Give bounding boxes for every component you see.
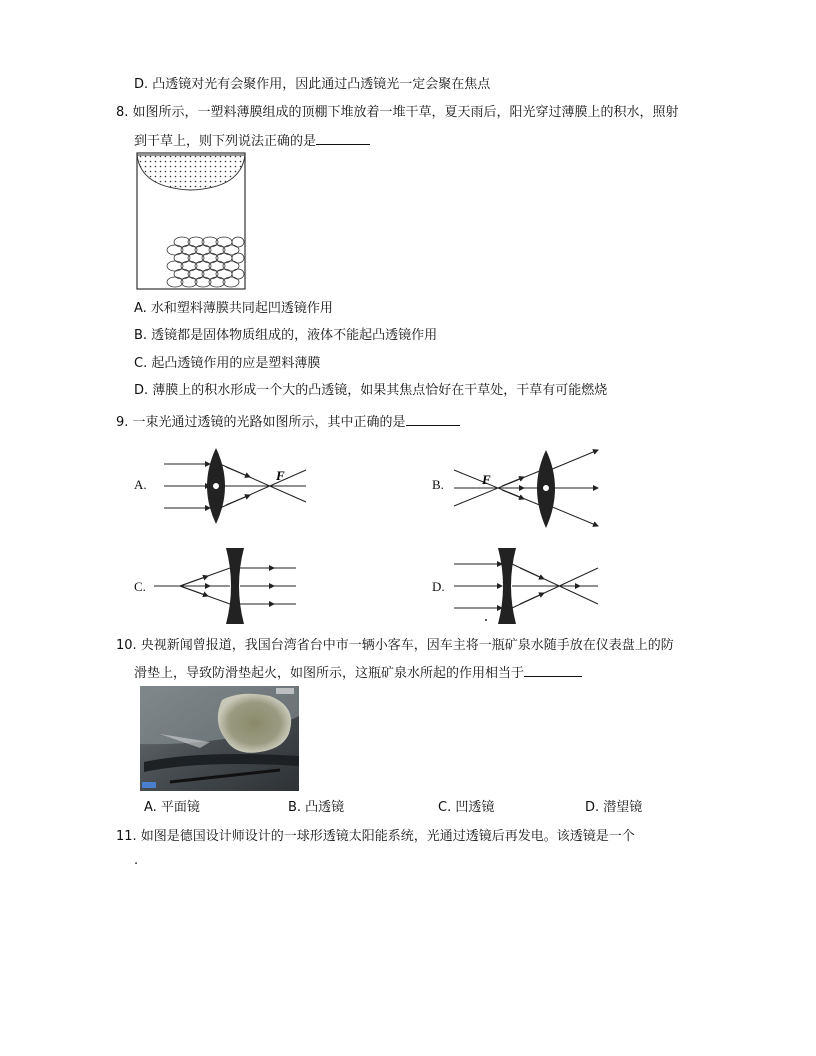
q9-diagram-a — [160, 446, 310, 526]
q10-option-a: A. 平面镜 — [144, 800, 200, 815]
q9-stem — [116, 411, 460, 432]
answer-blank — [524, 662, 582, 677]
q10-option-c: C. 凹透镜 — [438, 800, 495, 815]
q9-label-d: D. — [432, 579, 445, 594]
q10-option-b: B. 凸透镜 — [288, 800, 345, 815]
q10-stem-line2 — [134, 662, 582, 683]
q11-stem-line2: . — [134, 853, 139, 868]
q11-stem-line1: 11. 如图是德国设计师设计的一球形透镜太阳能系统，光通过透镜后再发电。该透镜是一个 — [116, 829, 635, 844]
q9-label-b: B. — [432, 477, 444, 492]
water-on-film — [137, 155, 245, 190]
q10-photo — [140, 686, 299, 791]
hay-pile — [167, 237, 244, 287]
q8-option-c: C. 起凸透镜作用的应是塑料薄膜 — [134, 356, 321, 371]
q9-label-a: A. — [134, 477, 147, 492]
q9-diagram-c — [150, 546, 300, 626]
q8-figure — [134, 150, 248, 292]
q10-stem-line1: 10. 央视新闻曾报道，我国台湾省台中市一辆小客车，因车主将一瓶矿泉水随手放在仪表盘上的防 — [116, 638, 674, 653]
focus-label: F — [276, 468, 285, 483]
answer-blank — [316, 130, 370, 145]
q8-option-d: D. 薄膜上的积水形成一个大的凸透镜，如果其焦点恰好在干草处，干草有可能燃烧 — [134, 383, 608, 398]
q8-stem-line1: 8. 如图所示，一塑料薄膜组成的顶棚下堆放着一堆干草，夏天雨后，阳光穿过薄膜上的积水，照射 — [116, 105, 679, 120]
focus-label: F — [482, 472, 491, 487]
q8-option-a: A. 水和塑料薄膜共同起凹透镜作用 — [134, 301, 333, 316]
q10-stem-text: 滑垫上，导致防滑垫起火，如图所示，这瓶矿泉水所起的作用相当于 — [134, 666, 525, 681]
answer-blank — [406, 411, 460, 426]
q8-stem-text: 到干草上，则下列说法正确的是 — [134, 134, 317, 149]
q9-diagram-d — [450, 546, 602, 628]
q9-diagram-b — [452, 446, 602, 532]
q9-stem-text: 9. 一束光通过透镜的光路如图所示，其中正确的是 — [116, 415, 406, 430]
q7-option-d: D. 凸透镜对光有会聚作用，因此通过凸透镜光一定会聚在焦点 — [134, 77, 491, 92]
q10-option-d: D. 潜望镜 — [585, 800, 643, 815]
q9-label-c: C. — [134, 579, 146, 594]
q8-stem-line2 — [134, 130, 370, 151]
q8-option-b: B. 透镜都是固体物质组成的，液体不能起凸透镜作用 — [134, 328, 438, 343]
